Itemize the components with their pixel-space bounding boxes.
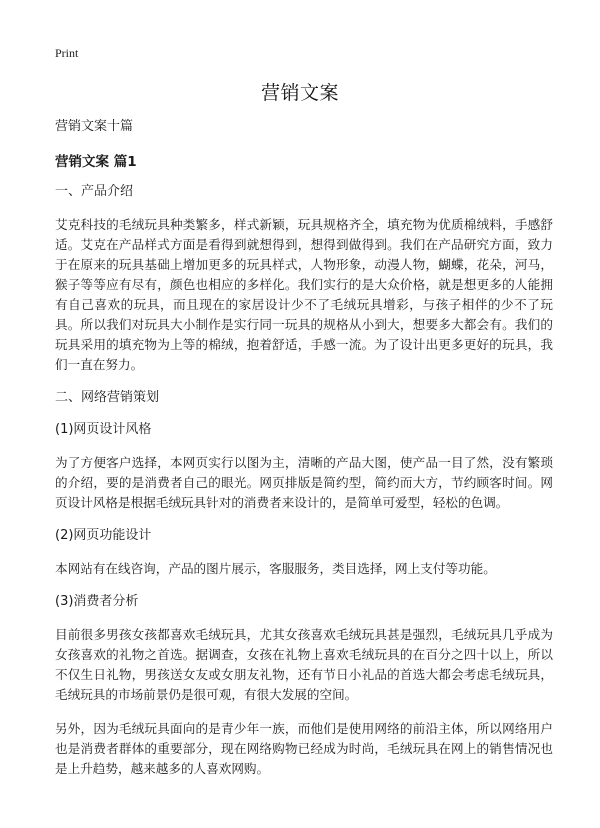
section-heading-web-style: (1)网页设计风格 xyxy=(55,422,152,437)
section-heading-marketing-plan: 二、网络营销策划 xyxy=(55,390,160,405)
article-heading: 营销文案 篇1 xyxy=(55,154,137,170)
paragraph-consumer-analysis-2: 另外，因为毛绒玩具面向的是青少年一族，而他们是使用网络的前沿主体，所以网络用户也是消费者群体的重要部分，现在网络购物已经成为时尚，毛绒玩具在网上的销售情况也是上升趋势，越来越多的人喜欢网购。 xyxy=(55,721,553,776)
section-heading-product-intro: 一、产品介绍 xyxy=(55,184,134,199)
document-body xyxy=(55,118,553,793)
section-heading-consumer-analysis: (3)消费者分析 xyxy=(55,594,139,609)
paragraph-web-style: 为了方便客户选择，本网页实行以图为主，清晰的产品大图，使产品一目了然，没有繁琐的介绍，要的是消费者自己的眼光。网页排版是简约型，简约而大方，节约顾客时间。网页设计风格是根据毛绒玩具针对的消费者来设计的，是简单可爱型，轻松的色调。 xyxy=(55,455,553,510)
document-title: 营销文案 xyxy=(260,82,339,104)
document-subtitle: 营销文案十篇 xyxy=(55,119,134,134)
print-label: Print xyxy=(55,46,79,60)
section-heading-web-function: (2)网页功能设计 xyxy=(55,528,152,543)
paragraph-product-intro: 艾克科技的毛绒玩具种类繁多，样式新颖，玩具规格齐全，填充物为优质棉绒料，手感舒适。艾克在产品样式方面是看得到就想得到，想得到做得到。我们在产品研究方面，致力于在原来的玩具基础上增加更多的玩具样式，人物形象，动漫人物，蝴蝶，花朵，河马，猴子等等应有尽有，颜色也相应的多样化。我们实行的是大众价格，就是想更多的人能拥有自己喜欢的玩具，而且现在的家居设计少不了毛绒玩具增彩，与孩子相伴的少不了玩具。所以我们对玩具大小制作是实行同一玩具的规格从小到大，想要多大都会有。我们的玩具采用的填充物为上等的棉绒，抱着舒适，手感一流。为了设计出更多更好的玩具，我们一直在努力。 xyxy=(55,217,553,372)
paragraph-web-function: 本网站有在线咨询，产品的图片展示，客服服务，类目选择，网上支付等功能。 xyxy=(55,561,496,576)
paragraph-consumer-analysis-1: 目前很多男孩女孩都喜欢毛绒玩具，尤其女孩喜欢毛绒玩具甚是强烈，毛绒玩具几乎成为女孩喜欢的礼物之首选。据调查，女孩在礼物上喜欢毛绒玩具的在百分之四十以上，所以不仅生日礼物，男孩送女友或女朋友礼物，还有节日小礼品的首选大都会考虑毛绒玩具，毛绒玩具的市场前景仍是很可观，有很大发展的空间。 xyxy=(55,627,553,702)
